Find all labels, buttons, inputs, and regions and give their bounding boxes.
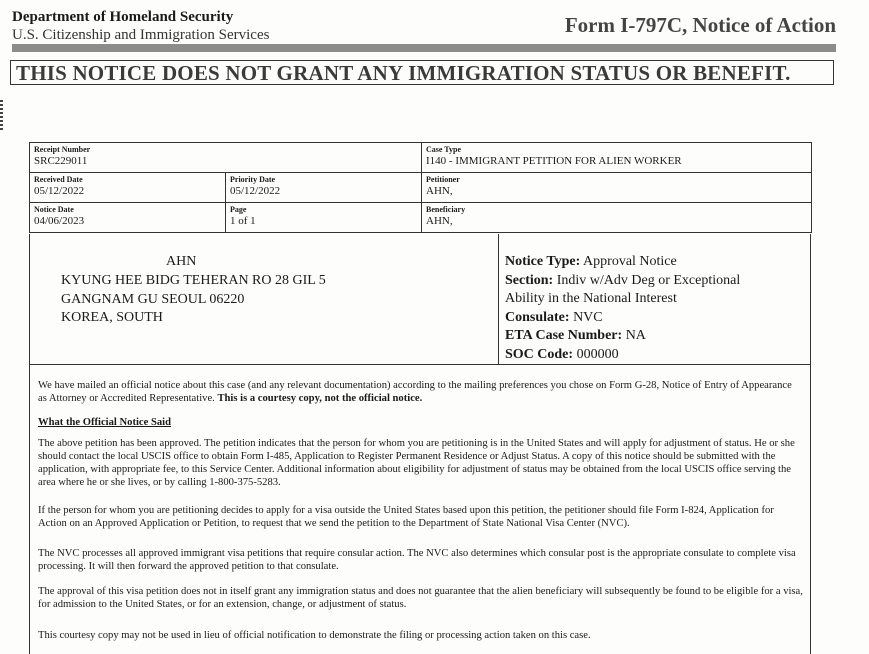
intro-text: We have mailed an official notice about this case (and any relevant documentation) according to the mailing preferences you chose on Form G-28, Notice of Entry of Appearance as Attorney or Accredited Representative.	[38, 380, 792, 404]
intro-paragraph	[38, 379, 803, 405]
received-date-cell	[30, 173, 226, 203]
priority-date-cell	[226, 173, 422, 203]
address-line-3: KOREA, SOUTH	[61, 310, 163, 325]
case-type-cell	[422, 143, 812, 173]
paragraph-3: The NVC processes all approved immigrant visa petitions that require consular action. The NVC also determines which consular post is the appropriate consulate to complete visa processing. It will then forward the approved petition to that consulate.	[38, 548, 796, 572]
consulate-value: NVC	[569, 309, 603, 325]
soc-row	[505, 346, 805, 365]
form-title: Form I-797C, Notice of Action	[564, 13, 836, 37]
header-left	[12, 9, 269, 44]
case-info-table	[29, 142, 812, 233]
case-type-label: Case Type	[426, 145, 462, 154]
notice-date-cell	[30, 203, 226, 233]
priority-date-value: 05/12/2022	[230, 185, 281, 197]
notice-type-label: Notice Type:	[505, 254, 581, 269]
paragraph-2: If the person for whom you are petitioning decides to apply for a visa outside the United States based upon this petition, the petitioner should file Form I-824, Application for Action on an Approved Application or Petition, to request that we send the petition to the Department of State National Visa Center (NVC).	[38, 505, 774, 529]
eta-value: NA	[622, 328, 646, 343]
section-title: What the Official Notice Said	[38, 417, 171, 428]
address-divider	[498, 234, 499, 364]
section-row-cont: Ability in the National Interest	[505, 291, 677, 306]
beneficiary-value: AHN,	[426, 215, 453, 227]
disclaimer-banner: THIS NOTICE DOES NOT GRANT ANY IMMIGRATION STATUS OR BENEFIT.	[10, 60, 834, 85]
page-label: Page	[230, 205, 247, 214]
page-value: 1 of 1	[230, 215, 256, 227]
receipt-number-cell	[30, 143, 422, 173]
address-line-2: GANGNAM GU SEOUL 06220	[61, 291, 245, 307]
beneficiary-cell	[422, 203, 812, 233]
soc-label: SOC Code:	[505, 346, 574, 362]
consulate-row	[505, 309, 805, 328]
address-block	[29, 234, 811, 365]
notice-body	[29, 364, 811, 654]
receipt-number-label: Receipt Number	[34, 145, 91, 154]
priority-date-label: Priority Date	[230, 175, 276, 184]
soc-value: 000000	[573, 346, 619, 362]
consulate-label: Consulate:	[505, 309, 570, 325]
beneficiary-label: Beneficiary	[426, 205, 466, 214]
petitioner-cell	[422, 173, 812, 203]
header-bar	[12, 44, 836, 52]
notice-type-row	[505, 253, 805, 272]
department-name: Department of Homeland Security	[12, 9, 234, 25]
notice-meta	[505, 253, 805, 364]
case-type-value: I140 - IMMIGRANT PETITION FOR ALIEN WORKER	[426, 155, 682, 167]
eta-row	[505, 327, 805, 346]
receipt-number-value: SRC229011	[34, 155, 88, 167]
paragraph-4: The approval of this visa petition does not in itself grant any immigration status and does not guarantee that the alien beneficiary will subsequently be found to be eligible for a visa, for admission to the United States, or for an extension, change, or adjustment of status.	[38, 586, 803, 610]
section-value: Indiv w/Adv Deg or Exceptional	[553, 272, 741, 288]
petitioner-value: AHN,	[426, 185, 453, 197]
paragraph-1: The above petition has been approved. The petition indicates that the person for whom you are petitioning is in the United States and will apply for adjustment of status. He or she should contact the local USCIS office to obtain Form I-485, Application to Register Permanent Residence or Adjust Status. A copy of this notice should be submitted with the application, with appropriate fee, to this Service Center. Additional information about eligibility for adjustment of status may be obtained from the local USCIS office serving the area where he or she lives, or by calling 1-800-375-5283.	[38, 438, 795, 488]
received-date-value: 05/12/2022	[34, 185, 85, 197]
received-date-label: Received Date	[34, 175, 83, 184]
petitioner-label: Petitioner	[426, 175, 460, 184]
notice-date-label: Notice Date	[34, 205, 74, 214]
paragraph-5: This courtesy copy may not be used in lieu of official notification to demonstrate the filing or processing action taken on this case.	[38, 630, 591, 641]
address-line-1: KYUNG HEE BIDG TEHERAN RO 28 GIL 5	[61, 273, 326, 288]
intro-bold-text: This is a courtesy copy, not the official notice.	[217, 393, 423, 404]
section-row	[505, 272, 805, 291]
section-label: Section:	[505, 272, 554, 288]
addressee-name: AHN	[166, 254, 197, 269]
scan-mark	[0, 100, 3, 130]
notice-type-value: Approval Notice	[580, 254, 677, 269]
mailing-address	[61, 272, 326, 328]
notice-date-value: 04/06/2023	[34, 215, 85, 227]
page-cell	[226, 203, 422, 233]
eta-label: ETA Case Number:	[505, 328, 623, 343]
agency-name: U.S. Citizenship and Immigration Services	[12, 27, 270, 43]
